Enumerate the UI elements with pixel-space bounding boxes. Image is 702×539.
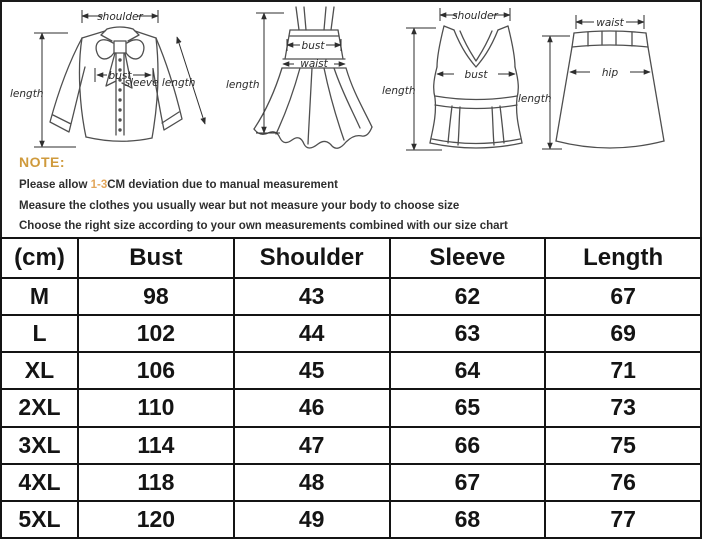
skirt-hip-label: hip (601, 67, 619, 79)
skirt-waist-label: waist (596, 17, 624, 29)
sleeve-value: 63 (390, 315, 546, 352)
column-header-sleeve: Sleeve (390, 238, 546, 278)
shoulder-value: 44 (234, 315, 390, 352)
bust-value: 120 (78, 501, 234, 538)
size-label: 4XL (1, 464, 78, 501)
unit-header-cell: (cm) (1, 238, 78, 278)
garment-diagrams-section (0, 0, 702, 237)
column-header-shoulder: Shoulder (234, 238, 390, 278)
sleeve-value: 66 (390, 427, 546, 464)
size-label: 2XL (1, 389, 78, 426)
shoulder-value: 46 (234, 389, 390, 426)
size-label: 3XL (1, 427, 78, 464)
blouse-length-label: length (10, 88, 44, 100)
dress-bust-label: bust (301, 40, 325, 52)
skirt-diagram (518, 10, 698, 160)
note-heading: NOTE: (19, 154, 66, 170)
bust-value: 114 (78, 427, 234, 464)
size-label: M (1, 278, 78, 315)
note-line-1-suffix: CM deviation due to manual measurement (107, 179, 338, 191)
dress-diagram (226, 2, 396, 157)
table-row-xl (1, 352, 701, 389)
sleeve-value: 68 (390, 501, 546, 538)
shoulder-value: 47 (234, 427, 390, 464)
skirt-length-label: length (518, 93, 552, 105)
dress-waist-label: waist (300, 58, 328, 70)
blouse-bust-label: bust (108, 70, 132, 82)
length-value: 73 (545, 389, 701, 426)
table-row-m (1, 278, 701, 315)
blouse-shoulder-label: shoulder (97, 11, 143, 23)
dress-outline (254, 7, 372, 148)
bust-value: 118 (78, 464, 234, 501)
dress-length-label: length (226, 79, 260, 91)
size-table (0, 237, 702, 539)
table-row-2xl (1, 389, 701, 426)
blouse-sleeve-length-label: sleeve length (124, 77, 196, 89)
note-line-3: Choose the right size according to your own measurements combined with our size chart (19, 220, 508, 232)
dress-dimension-arrows (256, 13, 345, 133)
measurement-note (19, 154, 508, 237)
shoulder-value: 48 (234, 464, 390, 501)
sleeve-value: 62 (390, 278, 546, 315)
tank-bust-label: bust (464, 69, 488, 81)
length-value: 71 (545, 352, 701, 389)
sleeve-value: 64 (390, 352, 546, 389)
size-label: L (1, 315, 78, 352)
size-label: 5XL (1, 501, 78, 538)
table-row-5xl (1, 501, 701, 538)
blouse-diagram (10, 4, 225, 156)
skirt-outline (556, 31, 664, 148)
length-value: 75 (545, 427, 701, 464)
bust-value: 106 (78, 352, 234, 389)
column-header-bust: Bust (78, 238, 234, 278)
note-line-1-prefix: Please allow (19, 179, 91, 191)
size-table-header-row (1, 238, 701, 278)
tank-shoulder-label: shoulder (452, 10, 498, 22)
sleeve-value: 67 (390, 464, 546, 501)
shoulder-value: 49 (234, 501, 390, 538)
bust-value: 102 (78, 315, 234, 352)
shoulder-value: 43 (234, 278, 390, 315)
size-label: XL (1, 352, 78, 389)
table-row-l (1, 315, 701, 352)
tank-outline (430, 26, 522, 148)
note-line-1 (19, 175, 508, 196)
sleeve-value: 65 (390, 389, 546, 426)
tank-length-label: length (382, 85, 416, 97)
length-value: 77 (545, 501, 701, 538)
bust-value: 110 (78, 389, 234, 426)
note-line-2: Measure the clothes you usually wear but not measure your body to choose size (19, 199, 460, 212)
column-header-length: Length (545, 238, 701, 278)
bust-value: 98 (78, 278, 234, 315)
table-row-3xl (1, 427, 701, 464)
length-value: 76 (545, 464, 701, 501)
length-value: 67 (545, 278, 701, 315)
shoulder-value: 45 (234, 352, 390, 389)
length-value: 69 (545, 315, 701, 352)
note-line-1-highlight: 1-3 (90, 179, 108, 191)
table-row-4xl (1, 464, 701, 501)
